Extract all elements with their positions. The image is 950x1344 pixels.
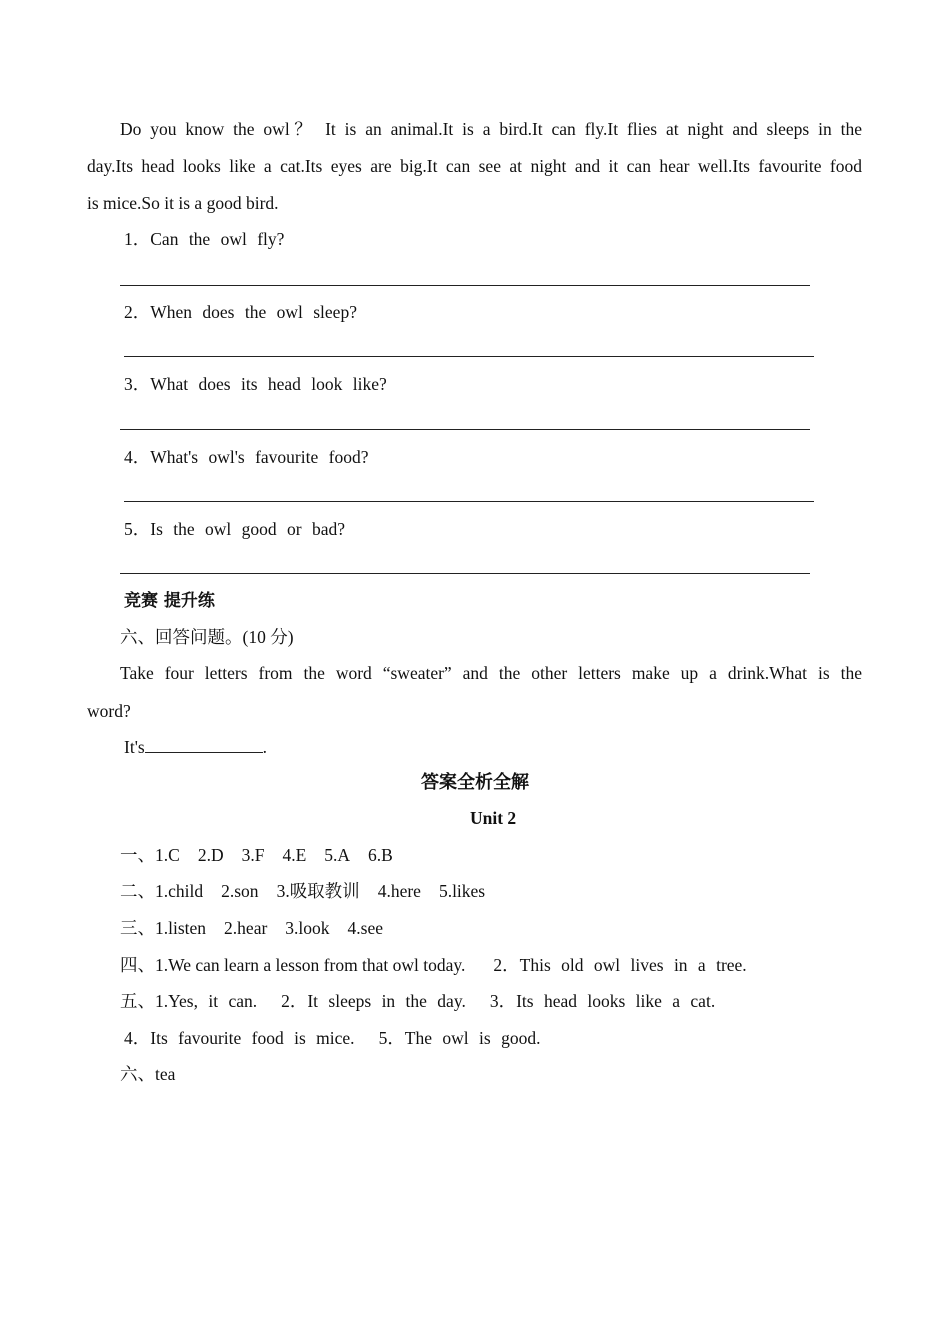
answer-line-1[interactable] <box>120 285 810 286</box>
answer-item: 2．It sleeps in the day. <box>281 991 466 1011</box>
passage-line-2: day.Its head looks like a cat.Its eyes are big.It can see at night and it can hear well.Its favourite food <box>87 156 862 176</box>
answer-item: 2.son <box>221 881 259 901</box>
answer-item: 5．The owl is good. <box>378 1028 541 1048</box>
prompt-line-1: Take four letters from the word “sweater” and the other letters make up a drink.What is the <box>120 663 862 683</box>
competition-heading: 竞赛 提升练 <box>124 591 215 611</box>
answer-item: 3．Its head looks like a cat. <box>489 991 716 1011</box>
answer-item: 2．This old owl lives in a tree. <box>493 955 747 975</box>
answers-title: 答案全析全解 <box>421 772 529 793</box>
answer-item: 2.D <box>197 845 224 865</box>
answer-item: 4.here <box>377 881 421 901</box>
section-six-title: 六、回答问题。(10 分) <box>120 627 294 647</box>
answer-row-3 <box>120 917 383 939</box>
answer-row-1 <box>120 844 393 866</box>
passage-line-1: Do you know the owl？ It is an animal.It is a bird.It can fly.It flies at night and sleeps in the <box>120 119 862 139</box>
question-2: 2．When does the owl sleep? <box>124 302 357 322</box>
answer-item: 三、1.listen <box>120 918 207 938</box>
answer-line-2[interactable] <box>124 356 814 357</box>
answers-unit: Unit 2 <box>470 808 517 828</box>
answer-item: 四、1.We can learn a lesson from that owl today. <box>120 955 466 975</box>
answer-prefix: It's <box>124 737 145 757</box>
answer-row-5 <box>120 990 715 1012</box>
answer-row-7 <box>120 1063 175 1085</box>
answer-row-4 <box>120 954 747 976</box>
answer-item: 六、tea <box>120 1064 176 1084</box>
answer-line-3[interactable] <box>120 429 810 430</box>
question-4: 4．What's owl's favourite food? <box>124 447 369 467</box>
answer-item: 5.A <box>324 845 351 865</box>
prompt-line-2: word? <box>87 701 131 721</box>
answer-item: 4.E <box>282 845 307 865</box>
question-1: 1．Can the owl fly? <box>124 229 285 249</box>
passage-line-3: is mice.So it is a good bird. <box>87 193 279 213</box>
answer-item: 3.look <box>285 918 330 938</box>
answer-item: 5.likes <box>438 881 486 901</box>
answer-line-5[interactable] <box>120 573 810 574</box>
question-5: 5．Is the owl good or bad? <box>124 519 346 539</box>
answer-item: 4.see <box>347 918 384 938</box>
answer-item: 4．Its favourite food is mice. <box>124 1028 355 1048</box>
answer-row-6 <box>124 1027 540 1049</box>
answer-item: 五、1.Yes, it can. <box>120 991 258 1011</box>
answer-item: 3.F <box>241 845 265 865</box>
answer-blank-line <box>124 736 267 758</box>
answer-item: 二、1.child <box>120 881 204 901</box>
answer-item: 一、1.C <box>120 845 180 865</box>
answer-item: 3.吸取教训 <box>276 881 360 901</box>
answer-item: 6.B <box>368 845 393 865</box>
question-3: 3．What does its head look like? <box>124 374 387 394</box>
answer-line-4[interactable] <box>124 501 814 502</box>
answer-suffix: . <box>262 737 268 757</box>
answer-blank[interactable] <box>145 736 263 753</box>
answer-item: 2.hear <box>224 918 268 938</box>
answer-row-2 <box>120 880 485 902</box>
